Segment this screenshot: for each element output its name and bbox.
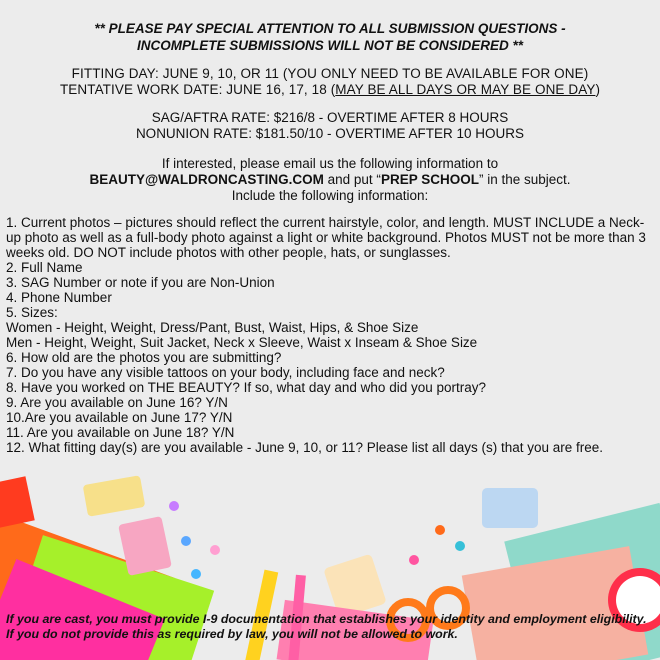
list-item: Women - Height, Weight, Dress/Pant, Bust, Waist, Hips, & Shoe Size xyxy=(6,320,419,335)
header-line-1: ** PLEASE PAY SPECIAL ATTENTION TO ALL SUBMISSION QUESTIONS - xyxy=(94,21,566,36)
list-item: 1. Current photos – pictures should reflect the current hairstyle, color, and length. MUST INCLUDE a Neck-up photo as well as a full-body photo against a light or white background. Photos MUST not be more than 3 weeks old. DO NOT include photos with other people, hats, or sunglasses. xyxy=(6,215,646,260)
contact-email[interactable]: BEAUTY@WALDRONCASTING.COM xyxy=(89,172,324,187)
list-item: 2. Full Name xyxy=(6,260,83,275)
list-item: 8. Have you worked on THE BEAUTY? If so, what day and who did you portray? xyxy=(6,380,487,395)
list-item: 9. Are you available on June 16? Y/N xyxy=(6,395,228,410)
list-item: 4. Phone Number xyxy=(6,290,112,305)
pin-2 xyxy=(181,536,191,546)
pin-3 xyxy=(210,545,220,555)
list-item: 7. Do you have any visible tattoos on your body, including face and neck? xyxy=(6,365,445,380)
dates-section xyxy=(0,66,660,98)
interest-line-2 xyxy=(0,172,660,188)
pin-5 xyxy=(435,525,445,535)
nonunion-rate: NONUNION RATE: $181.50/10 - OVERTIME AFTER 10 HOURS xyxy=(135,126,525,141)
work-date-prefix: TENTATIVE WORK DATE: JUNE 16, 17, 18 ( xyxy=(59,82,336,97)
blue-eraser xyxy=(482,488,538,528)
pin-7 xyxy=(455,541,465,551)
yellow-eraser xyxy=(83,475,146,517)
pin-4 xyxy=(191,569,201,579)
header-notice xyxy=(0,20,660,54)
i9-notice: If you are cast, you must provide I-9 documentation that establishes your identity and employment eligibility. If you do not provide this as required by law, you will not be allowed to work. xyxy=(6,612,647,641)
work-date xyxy=(0,82,660,98)
submission-questions xyxy=(6,215,652,455)
list-item: 5. Sizes: xyxy=(6,305,58,320)
list-item: 10.Are you available on June 17? Y/N xyxy=(6,410,233,425)
list-item: 12. What fitting day(s) are you available - June 9, 10, or 11? Please list all days (s) that you are free. xyxy=(6,440,604,455)
subject-line: PREP SCHOOL xyxy=(380,172,479,187)
work-date-suffix: ) xyxy=(595,82,601,97)
pin-1 xyxy=(169,501,179,511)
subject-outro: ” in the subject. xyxy=(478,172,571,187)
interest-line-3: Include the following information: xyxy=(231,188,429,203)
pin-6 xyxy=(409,555,419,565)
header-line-2: INCOMPLETE SUBMISSIONS WILL NOT BE CONSIDERED ** xyxy=(136,38,524,53)
list-item: 3. SAG Number or note if you are Non-Union xyxy=(6,275,275,290)
contact-instructions xyxy=(0,156,660,204)
interest-line-1: If interested, please email us the following information to xyxy=(161,156,499,171)
list-item: 11. Are you available on June 18? Y/N xyxy=(6,425,235,440)
red-block xyxy=(0,476,35,528)
work-date-note: MAY BE ALL DAYS OR MAY BE ONE DAY xyxy=(335,82,596,97)
rates-section xyxy=(0,110,660,142)
list-item: Men - Height, Weight, Suit Jacket, Neck x Sleeve, Waist x Inseam & Shoe Size xyxy=(6,335,478,350)
list-item: 6. How old are the photos you are submitting? xyxy=(6,350,282,365)
fitting-day: FITTING DAY: JUNE 9, 10, OR 11 (YOU ONLY NEED TO BE AVAILABLE FOR ONE) xyxy=(71,66,589,81)
sag-rate: SAG/AFTRA RATE: $216/8 - OVERTIME AFTER 8 HOURS xyxy=(151,110,509,125)
subject-intro: and put “ xyxy=(323,172,381,187)
